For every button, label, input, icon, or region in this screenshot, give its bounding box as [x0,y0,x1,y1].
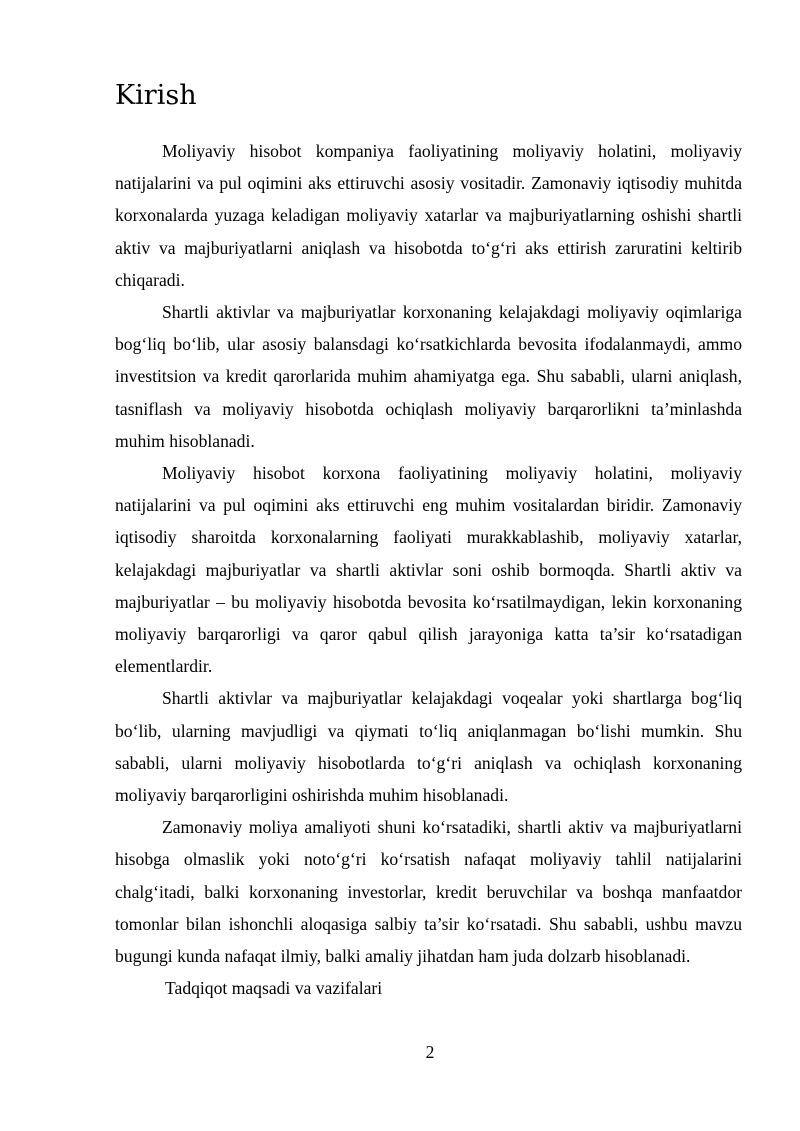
paragraph: Moliyaviy hisobot kompaniya faoliyatining moliyaviy holatini, moliyaviy natijalarini va pul oqimini aks ettiruvchi asosiy vositadir. Zamonaviy iqtisodiy muhitda korxonalarda yuzaga keladigan moliyaviy xatarlar va majburiyatlarning oshishi shartli aktiv va majburiyatlarni aniqlash va hisobotda to‘g‘ri aks ettirish zaruratini keltirib chiqaradi. [115,141,742,290]
body-text [115,135,742,1004]
section-heading: Kirish [115,80,197,111]
paragraph: Shartli aktivlar va majburiyatlar kelajakdagi voqealar yoki shartlarga bog‘liq bo‘lib, ularning mavjudligi va qiymati to‘liq aniqlanmagan bo‘lishi mumkin. Shu sababli, ularni moliyaviy hisobotlarda to‘g‘ri aniqlash va ochiqlash korxonaning moliyaviy barqarorligini oshirishda muhim hisoblanadi. [115,688,742,806]
subsection-heading: Tadqiqot maqsadi va vazifalari [165,978,383,999]
paragraph: Moliyaviy hisobot korxona faoliyatining moliyaviy holatini, moliyaviy natijalarini va pul oqimini aks ettiruvchi eng muhim vositalardan biridir. Zamonaviy iqtisodiy sharoitda korxonalarning faoliyati murakkablashib, moliyaviy xatarlar, kelajakdagi majburiyatlar va shartli aktivlar soni oshib bormoqda. Shartli aktiv va majburiyatlar – bu moliyaviy hisobotda bevosita ko‘rsatilmaydigan, lekin korxonaning moliyaviy barqarorligi va qaror qabul qilish jarayoniga katta ta’sir ko‘rsatadigan elementlardir. [115,463,742,677]
paragraph: Zamonaviy moliya amaliyoti shuni ko‘rsatadiki, shartli aktiv va majburiyatlarni hisobga olmaslik yoki noto‘g‘ri ko‘rsatish nafaqat moliyaviy tahlil natijalarini chalg‘itadi, balki korxonaning investorlar, kredit beruvchilar va boshqa manfaatdor tomonlar bilan ishonchli aloqasiga salbiy ta’sir ko‘rsatadi. Shu sababli, ushbu mavzu bugungi kunda nafaqat ilmiy, balki amaliy jihatdan ham juda dolzarb hisoblanadi. [115,817,742,967]
paragraph: Shartli aktivlar va majburiyatlar korxonaning kelajakdagi moliyaviy oqimlariga bog‘liq bo‘lib, ular asosiy balansdagi ko‘rsatkichlarda bevosita ifodalanmaydi, ammo investitsion va kredit qarorlarida muhim ahamiyatga ega. Shu sababli, ularni aniqlash, tasniflash va moliyaviy hisobotda ochiqlash moliyaviy barqarorlikni ta’minlashda muhim hisoblanadi. [115,302,742,451]
page-number: 2 [425,1042,435,1062]
